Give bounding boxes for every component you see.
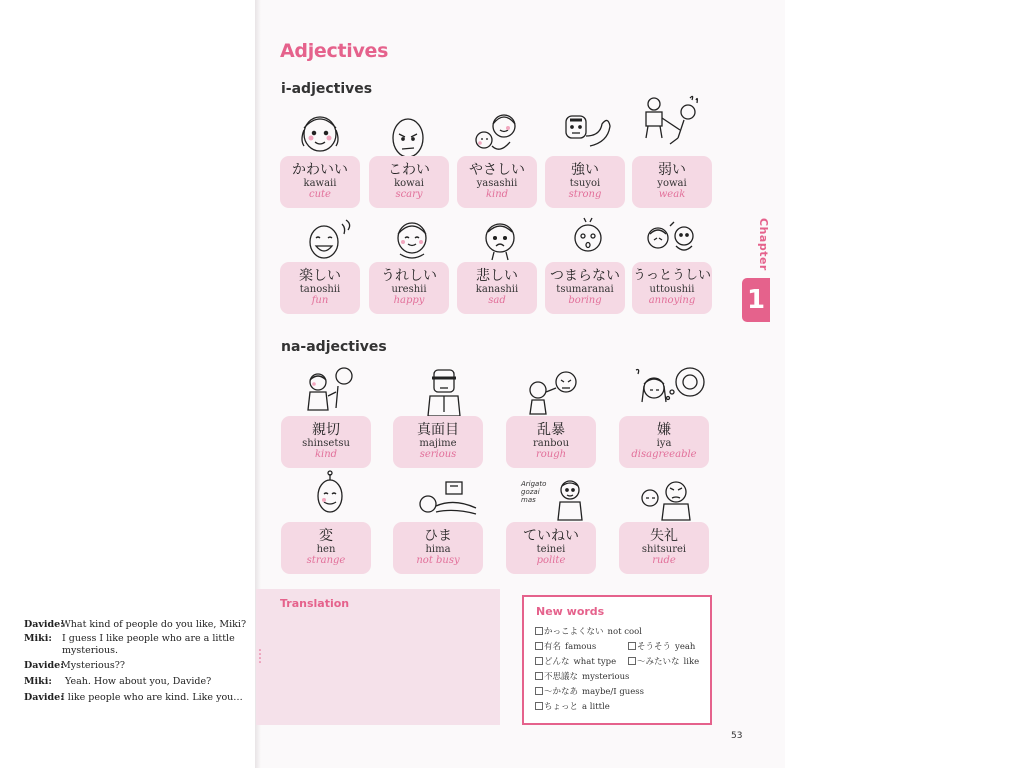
fun-face-illustration (296, 214, 356, 264)
weak-man-illustration (640, 94, 700, 154)
na-adjectives-heading: na-adjectives (281, 339, 387, 355)
cute-girl-illustration (290, 106, 350, 156)
adjective-romaji: tsuyoi (569, 178, 601, 189)
dialogue-text: What kind of people do you like, Miki? (61, 619, 247, 630)
checkbox-icon (628, 657, 636, 665)
vocab-japanese: 有名 (544, 642, 562, 652)
dotted-marker-icon (257, 648, 263, 666)
adjective-english: serious (419, 449, 457, 460)
adjective-japanese: 嫌 (657, 422, 671, 438)
adjective-card (632, 156, 712, 208)
adjective-english: kind (485, 189, 509, 200)
vocab-japanese: 〜みたいな (637, 657, 680, 667)
vocab-item (535, 685, 644, 697)
page-title: Adjectives (280, 40, 389, 62)
adjective-romaji: hen (316, 544, 336, 555)
adjective-japanese: 弱い (658, 162, 686, 178)
page-number: 53 (731, 731, 743, 741)
adjective-japanese: 変 (319, 528, 333, 544)
annoyed-people-illustration (640, 214, 700, 264)
vocab-english: maybe/I guess (582, 687, 645, 697)
vocab-japanese: ちょっと (544, 702, 579, 712)
adjective-card (632, 262, 712, 314)
dialogue-text: Yeah. How about you, Davide? (65, 676, 212, 687)
vocab-item (628, 655, 699, 667)
vocab-item (535, 625, 642, 637)
arigato-handwriting: Arigato gozai mas (521, 480, 547, 504)
adjective-english: not busy (416, 555, 460, 566)
checkbox-icon (535, 642, 543, 650)
vocab-item (535, 640, 596, 652)
bored-face-illustration (560, 214, 620, 264)
adjective-english: disagreeable (631, 449, 697, 460)
adjective-card (545, 262, 625, 314)
dialogue-speaker: Davide: (24, 660, 64, 671)
adjective-card (506, 416, 596, 468)
vocab-item (535, 700, 610, 712)
adjective-english: rude (652, 555, 676, 566)
dialogue-line (24, 633, 254, 657)
kind-people-illustration (298, 362, 358, 417)
vocab-item (535, 655, 616, 667)
vocab-english: yeah (675, 642, 696, 652)
vocab-item (535, 670, 629, 682)
checkbox-icon (535, 687, 543, 695)
adjective-romaji: kowai (394, 178, 424, 189)
relaxing-man-illustration (414, 478, 484, 520)
checkbox-icon (535, 672, 543, 680)
serious-man-illustration (414, 366, 474, 418)
adjective-card (280, 156, 360, 208)
chapter-number: 1 (742, 278, 770, 322)
adjective-english: polite (536, 555, 566, 566)
adjective-japanese: 強い (571, 162, 599, 178)
adjective-card (281, 522, 371, 574)
rude-people-illustration (636, 476, 696, 522)
scary-face-illustration (378, 112, 438, 162)
adjective-english: sad (488, 295, 506, 306)
dialogue-line (24, 660, 254, 672)
adjective-card (619, 416, 709, 468)
adjective-card (393, 416, 483, 468)
sad-face-illustration (472, 214, 532, 264)
adjective-card (393, 522, 483, 574)
adjective-card (281, 416, 371, 468)
vocab-english: what type (573, 657, 617, 667)
adjective-english: kind (314, 449, 338, 460)
adjective-english: annoying (648, 295, 696, 306)
adjective-japanese: かわいい (292, 162, 348, 178)
vocab-item (628, 640, 695, 652)
translation-panel (256, 589, 500, 725)
dialogue-line (24, 676, 254, 688)
dialogue-line (24, 619, 254, 631)
adjective-romaji: ureshii (391, 284, 427, 295)
adjective-japanese: 失礼 (650, 528, 678, 544)
adjective-card (619, 522, 709, 574)
dialogue-speaker: Miki: (24, 676, 52, 687)
adjective-card (457, 156, 537, 208)
strong-man-illustration (556, 106, 616, 156)
adjective-english: strange (306, 555, 346, 566)
adjective-romaji: tanoshii (299, 284, 341, 295)
i-adjectives-heading: i-adjectives (281, 81, 373, 97)
happy-face-illustration (382, 214, 442, 264)
adjective-japanese: 悲しい (476, 268, 518, 284)
vocab-japanese: 〜かなあ (544, 687, 579, 697)
vocab-japanese: どんな (544, 657, 570, 667)
adjective-romaji: kanashii (475, 284, 519, 295)
new-words-title: New words (536, 605, 605, 618)
checkbox-icon (535, 657, 543, 665)
adjective-romaji: uttoushii (649, 284, 695, 295)
adjective-english: strong (568, 189, 602, 200)
chapter-label: Chapter (757, 217, 770, 271)
dialogue-speaker: Davide: (24, 619, 64, 630)
adjective-romaji: shitsurei (641, 544, 687, 555)
vocab-english: famous (565, 642, 597, 652)
adjective-japanese: つまらない (550, 268, 620, 284)
kind-mother-illustration (466, 106, 526, 156)
thinking-girl-illustration (630, 362, 710, 417)
adjective-romaji: teinei (536, 544, 566, 555)
adjective-japanese: うれしい (381, 268, 437, 284)
vocab-japanese: 不思議な (544, 672, 579, 682)
adjective-english: rough (535, 449, 567, 460)
adjective-japanese: 真面目 (417, 422, 459, 438)
adjective-card (506, 522, 596, 574)
dialogue-text: I guess I like people who are a little mysterious. (62, 633, 235, 656)
checkbox-icon (535, 627, 543, 635)
checkbox-icon (535, 702, 543, 710)
adjective-romaji: yasashii (476, 178, 518, 189)
translation-title: Translation (280, 597, 350, 610)
vocab-english: like (683, 657, 700, 667)
adjective-english: scary (395, 189, 423, 200)
adjective-english: weak (658, 189, 686, 200)
dialogue-speaker: Davide: (24, 692, 64, 703)
adjective-japanese: 楽しい (299, 268, 341, 284)
adjective-japanese: ひま (424, 528, 452, 544)
adjective-japanese: うっとうしい (632, 268, 711, 283)
vocab-japanese: そうそう (637, 642, 672, 652)
dialogue-text: Mysterious?? (61, 660, 125, 671)
adjective-japanese: 乱暴 (537, 422, 565, 438)
adjective-english: happy (393, 295, 425, 306)
vocab-japanese: かっこよくない (544, 627, 604, 637)
adjective-card (369, 156, 449, 208)
adjective-romaji: kawaii (303, 178, 337, 189)
adjective-japanese: こわい (388, 162, 430, 178)
adjective-romaji: ranbou (532, 438, 570, 449)
adjective-card (457, 262, 537, 314)
adjective-english: fun (311, 295, 329, 306)
checkbox-icon (628, 642, 636, 650)
adjective-romaji: hima (425, 544, 451, 555)
adjective-card (280, 262, 360, 314)
adjective-japanese: 親切 (312, 422, 340, 438)
adjective-romaji: iya (656, 438, 672, 449)
adjective-japanese: やさしい (469, 162, 525, 178)
adjective-romaji: shinsetsu (302, 438, 350, 449)
adjective-romaji: yowai (657, 178, 687, 189)
adjective-card (369, 262, 449, 314)
adjective-card (545, 156, 625, 208)
adjective-japanese: ていねい (523, 528, 579, 544)
dialogue-speaker: Miki: (24, 633, 52, 644)
strange-face-illustration (306, 470, 366, 522)
adjective-english: cute (309, 189, 331, 200)
dialogue-line (24, 692, 254, 704)
adjective-romaji: tsumaranai (556, 284, 614, 295)
dialogue-text: I like people who are kind. Like you… (61, 692, 243, 703)
adjective-english: boring (568, 295, 602, 306)
rough-people-illustration (522, 366, 582, 418)
vocab-english: mysterious (582, 672, 630, 682)
adjective-romaji: majime (419, 438, 457, 449)
vocab-english: a little (582, 702, 610, 712)
vocab-english: not cool (607, 627, 642, 637)
